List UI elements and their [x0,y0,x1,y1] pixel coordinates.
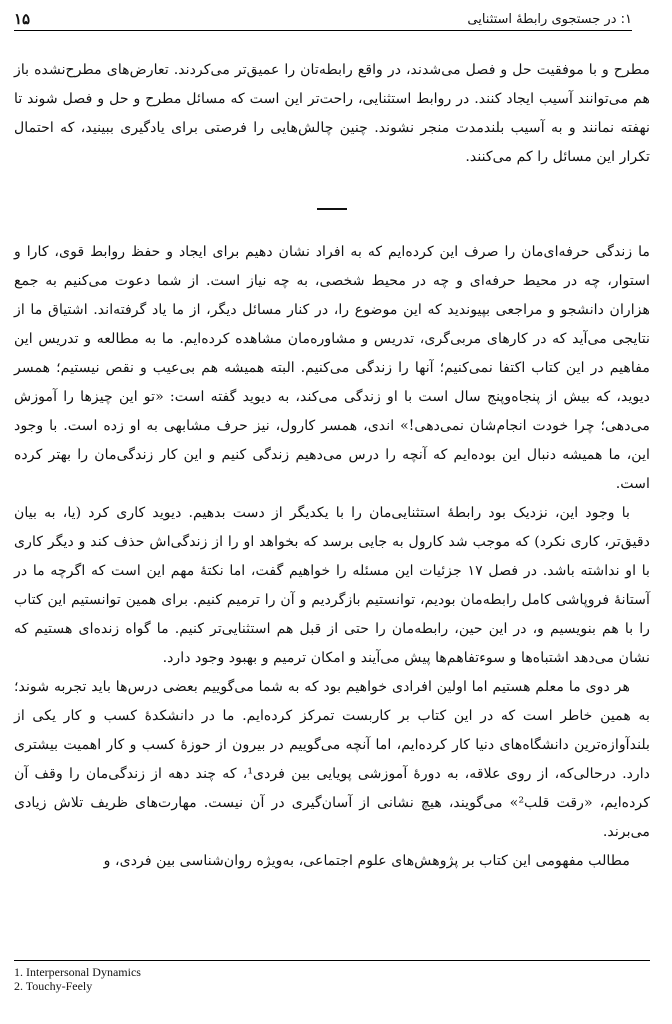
paragraph-continued: مطرح و با موفقیت حل و فصل می‌شدند، در واقع رابطه‌تان را عمیق‌تر می‌کردند. تعارض‌های مطرح‌نشده باز هم می‌توانند آسیب ایجاد کنند. در روابط استثنایی، راحت‌تر این است که مسائل مطرح و حل و فصل شوند تا نهفته نمانند و به آسیب بلندمدت منجر نشوند. چنین چالش‌هایی را فرصتی برای یادگیری ببینید، که احتمال تکرار این مسائل را کم می‌کنند. [14,62,650,165]
paragraph: ما زندگی حرفه‌ای‌مان را صرف این کرده‌ایم که به افراد نشان دهیم برای ایجاد و حفظ روابط قوی، کارا و استوار، چه در محیط حرفه‌ای و چه در محیط شخصی، به چه نیاز است. از شما دعوت می‌کنیم به جمع هزاران دانشجو و مراجعی بپیوندید که این موضوع را، در کنار مسائل دیگر، از ما یاد گرفته‌اند. اشتیاق ما از نتایجی می‌آید که در کارهای مربی‌گری، تدریس و مشاوره‌مان مشاهده کرده‌ایم. ما به مطالعه و تدریس این مفاهیم در این کتاب اکتفا نمی‌کنیم؛ آنها را زندگی می‌کنیم. البته همیشه هم بی‌عیب و نقص نیستیم؛ همسر دیوید، که بیش از پنجاه‌وپنج سال است با او زندگی می‌کند، به دیوید گفته است: «تو این چیزها را آموزش می‌دهی؛ چرا خودت انجام‌شان نمی‌دهی!» اندی، همسر کارول، نیز حرف مشابهی به او زده است. با وجود این، ما همیشه دنبال این بوده‌ایم که آنچه را درس می‌دهیم زندگی کنیم و این کار زندگی‌مان را بهتر کرده است. [14,244,650,492]
page-number: ۱۵ [14,10,31,28]
footnote: 2. Touchy-Feely [14,979,93,993]
footnotes [14,960,650,993]
section-separator [317,208,347,210]
page-header [14,8,632,31]
paragraph: هر دوی ما معلم هستیم اما اولین افرادی خواهیم بود که به شما می‌گوییم بعضی درس‌ها باید تجربه شوند؛ به همین خاطر است که در این کتاب بر کاربست تمرکز کرده‌ایم. ما در دانشکدهٔ کسب و کار یکی از بلندآوازه‌ترین دانشگاه‌های دنیا کار کرده‌ایم، اما آنچه می‌گوییم در بیرون از حوزهٔ کسب و کار اهمیت بیشتری دارد. درحالی‌که، از روی علاقه، به دورهٔ آموزشی پویایی بین فردی¹، که چند دهه از زندگی‌مان را وقف آن کرده‌ایم، «رقت قلب²» می‌گویند، هیچ نشانی از آسان‌گیری در آن نیست. مهارت‌های ظریف تلاش زیادی می‌برند. [14,679,651,840]
running-title: ۱: در جستجوی رابطهٔ استثنایی [467,11,632,27]
paragraph: مطالب مفهومی این کتاب بر پژوهش‌های علوم اجتماعی، به‌ویژه روان‌شناسی بین فردی، و [103,853,630,869]
paragraph: با وجود این، نزدیک بود رابطهٔ استثنایی‌مان را با یکدیگر از دست بدهیم. دیوید کاری کرد (یا، به بیان دقیق‌تر، کاری نکرد) که موجب شد کارول به جایی برسد که بخواهد او را از زندگی‌اش حذف کند و دیگر کاری با او نداشته باشد. در فصل ۱۷ جزئیات این مسئله را خواهیم گفت، اما نکتهٔ مهم این است که اگرچه ما در آستانهٔ فروپاشی کامل رابطه‌مان بودیم، توانستیم بازگردیم و آن را ترمیم کنیم. برای همین توانستیم این کتاب را با هم بنویسیم و، در این حین، رابطه‌مان را حتی از قبل هم استثنایی‌تر کنیم. ما گواه زنده‌ای هستیم که نشان می‌دهد اشتباه‌ها و سوءتفاهم‌ها پیش می‌آیند و امکان ترمیم و بهبود وجود دارد. [14,505,650,666]
page-body [14,56,650,876]
footnote: 1. Interpersonal Dynamics [14,965,141,979]
